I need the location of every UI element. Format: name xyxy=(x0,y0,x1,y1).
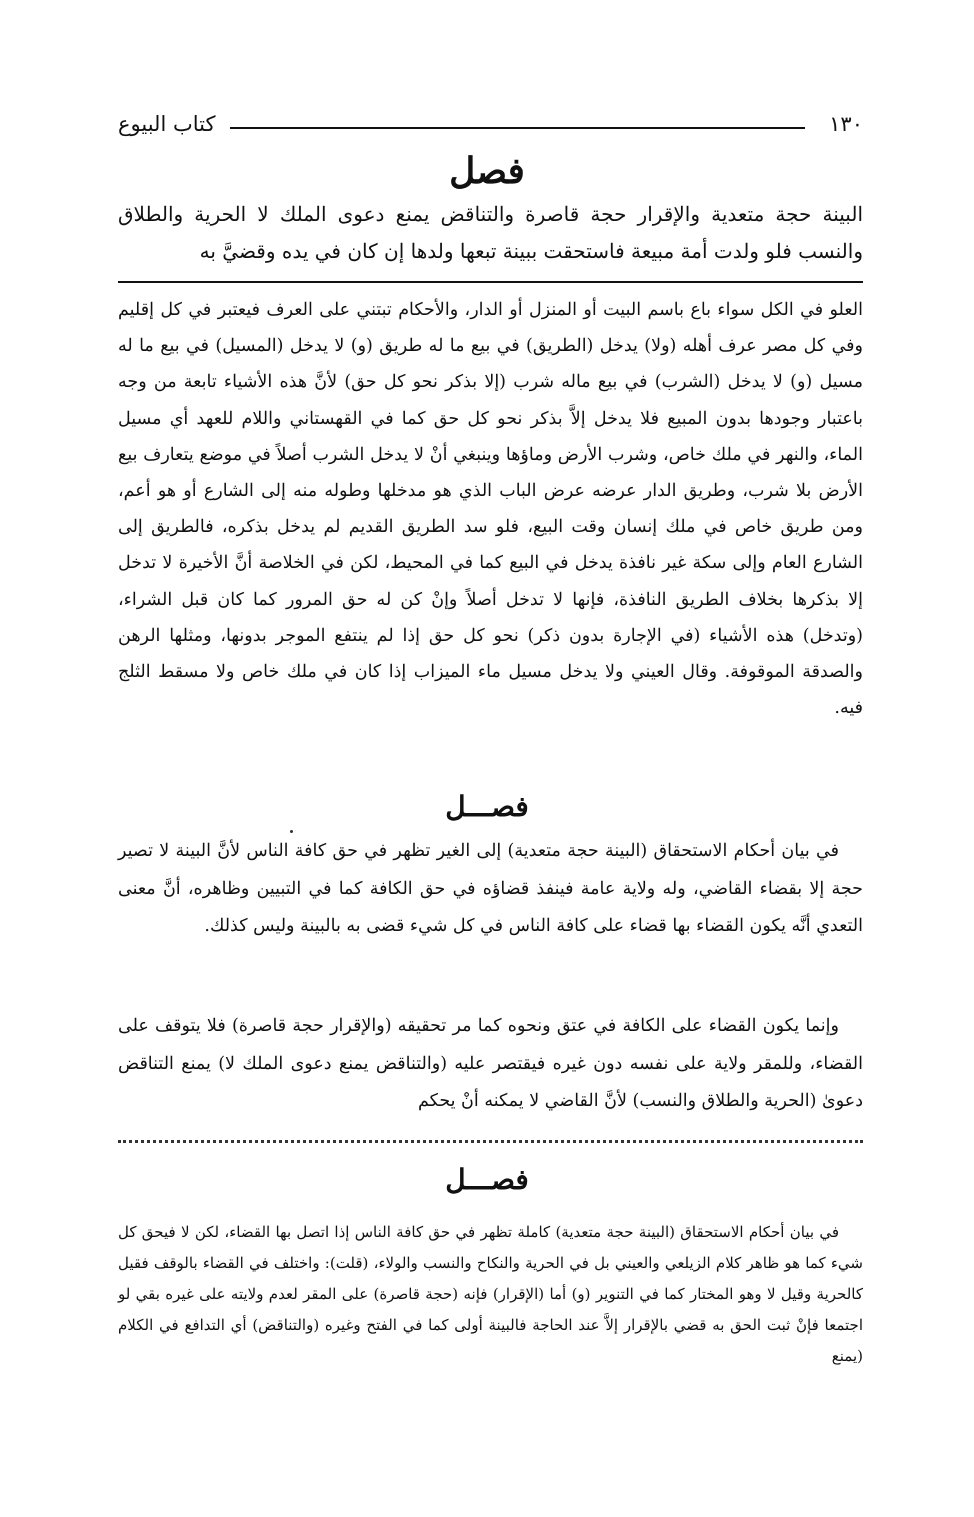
footnote-paragraph: في بيان أحكام الاستحقاق (البينة حجة متعدية) كاملة تظهر في حق كافة الناس إذا اتصل بها القضاء، لكن لا فيحق كل شيء كما هو ظاهر كلام الزيلعي والعيني بل في الحرية والنكاح والنسب والولاء، (قلت): واختلف في القضاء بالوقف فقيل كالحرية وقيل لا وهو المختار كما في التنوير (و) أما (الإقرار) فإنه (حجة قاصرة) على المقر لعدم ولايته على غيره بقي لو اجتمعا فإنْ ثبت الحق به قضي بالإقرار إلاَّ عند الحاجة فالبينة أولى كما في الفتح وغيره (والتناقض) أي التدافع في الكلام (يمنع xyxy=(118,1223,863,1365)
dotted-separator xyxy=(118,1140,863,1143)
section-heading-commentary: فصـــل xyxy=(445,790,529,823)
page-number: ١٣٠ xyxy=(829,112,863,136)
commentary-paragraph-3: وإنما يكون القضاء على الكافة في عتق ونحوه كما مر تحقيقه (والإقرار حجة قاصرة) فلا يتوقف على القضاء، وللمقر ولاية على نفسه دون غيره فيقتصر عليه (والتناقض يمنع دعوى الملك لا) يمنع التناقض دعوىٰ (الحرية والطلاق والنسب) لأنَّ القاضي لا يمكنه أنْ يحكم xyxy=(118,1016,863,1111)
header-rule xyxy=(230,127,805,129)
commentary-paragraph-1: العلو في الكل سواء باع باسم البيت أو المنزل أو الدار، والأحكام تبتني على العرف فيعتبر في كل إقليم وفي كل مصر عرف أهله (ولا) يدخل (الطريق) في بيع ما له طريق (و) لا يدخل (المسيل) في بيع ما له مسيل (و) لا يدخل (الشرب) في بيع ماله شرب (إلا بذكر نحو كل حق) لأنَّ هذه الأشياء تابعة من وجه باعتبار وجودها بدون المبيع فلا يدخل إلاَّ بذكر نحو كل حق كما في القهستاني واللام للعهد أي مسيل الماء، والنهر في ملك خاص، وشرب الأرض وماؤها وينبغي أنْ لا يدخل الشرب أصلاً في موضع يتعارف بيع الأرض بلا شرب، وطريق الدار عرضه عرض الباب الذي هو مدخلها وطوله منه إلى الشارع أو هو أعم، ومن طريق خاص في ملك إنسان وقت البيع، فلو سد الطريق القديم لم يدخل بذكره، فالطريق إلى الشارع العام وإلى سكة غير نافذة يدخل في البيع كما في المحيط، لكن في الخلاصة أنَّ الأخيرة لا تدخل إلا بذكرها بخلاف الطريق النافذة، فإنها لا تدخل أصلاً وإنْ كن له حق المرور كما كان قبل الشراء، (وتدخل) هذه الأشياء (في الإجارة بدون ذكر) نحو كل حق إذا لم ينتفع الموجر بدونها، ومثلها الرهن والصدقة الموقوفة. وقال العيني ولا يدخل مسيل ماء الميزاب إذا كان في ملك خاص ولا مسقط الثلج فيه. xyxy=(118,300,863,719)
commentary-paragraph-2: في بيان أحكام الاستحقاق (البينة حجة متعدية) إلى الغير تظهر في حق كافة الناس لأنَّ البينة لا تصير حجة إلا بقضاء القاضي، وله ولاية عامة فينفذ قضاؤه في حق الكافة كما في التبيين وظاهره، أنَّ معنى التعدي أنَّه يكون القضاء بها قضاء على كافة الناس في كل شيء قضى به بالبينة وليس كذلك. xyxy=(118,841,863,936)
section-heading-main: فصل xyxy=(449,150,525,192)
matn-text: البينة حجة متعدية والإقرار حجة قاصرة والتناقض يمنع دعوى الملك لا الحرية والطلاق والنسب فلو ولدت أمة مبيعة فاستحقت ببينة تبعها ولدها إن كان في يده وقضيَّ به xyxy=(118,202,863,263)
running-title: كتاب البيوع xyxy=(118,112,216,136)
matn-separator-rule xyxy=(118,281,863,283)
page-header xyxy=(118,112,863,140)
section-heading-footnote: فصـــل xyxy=(445,1163,529,1196)
